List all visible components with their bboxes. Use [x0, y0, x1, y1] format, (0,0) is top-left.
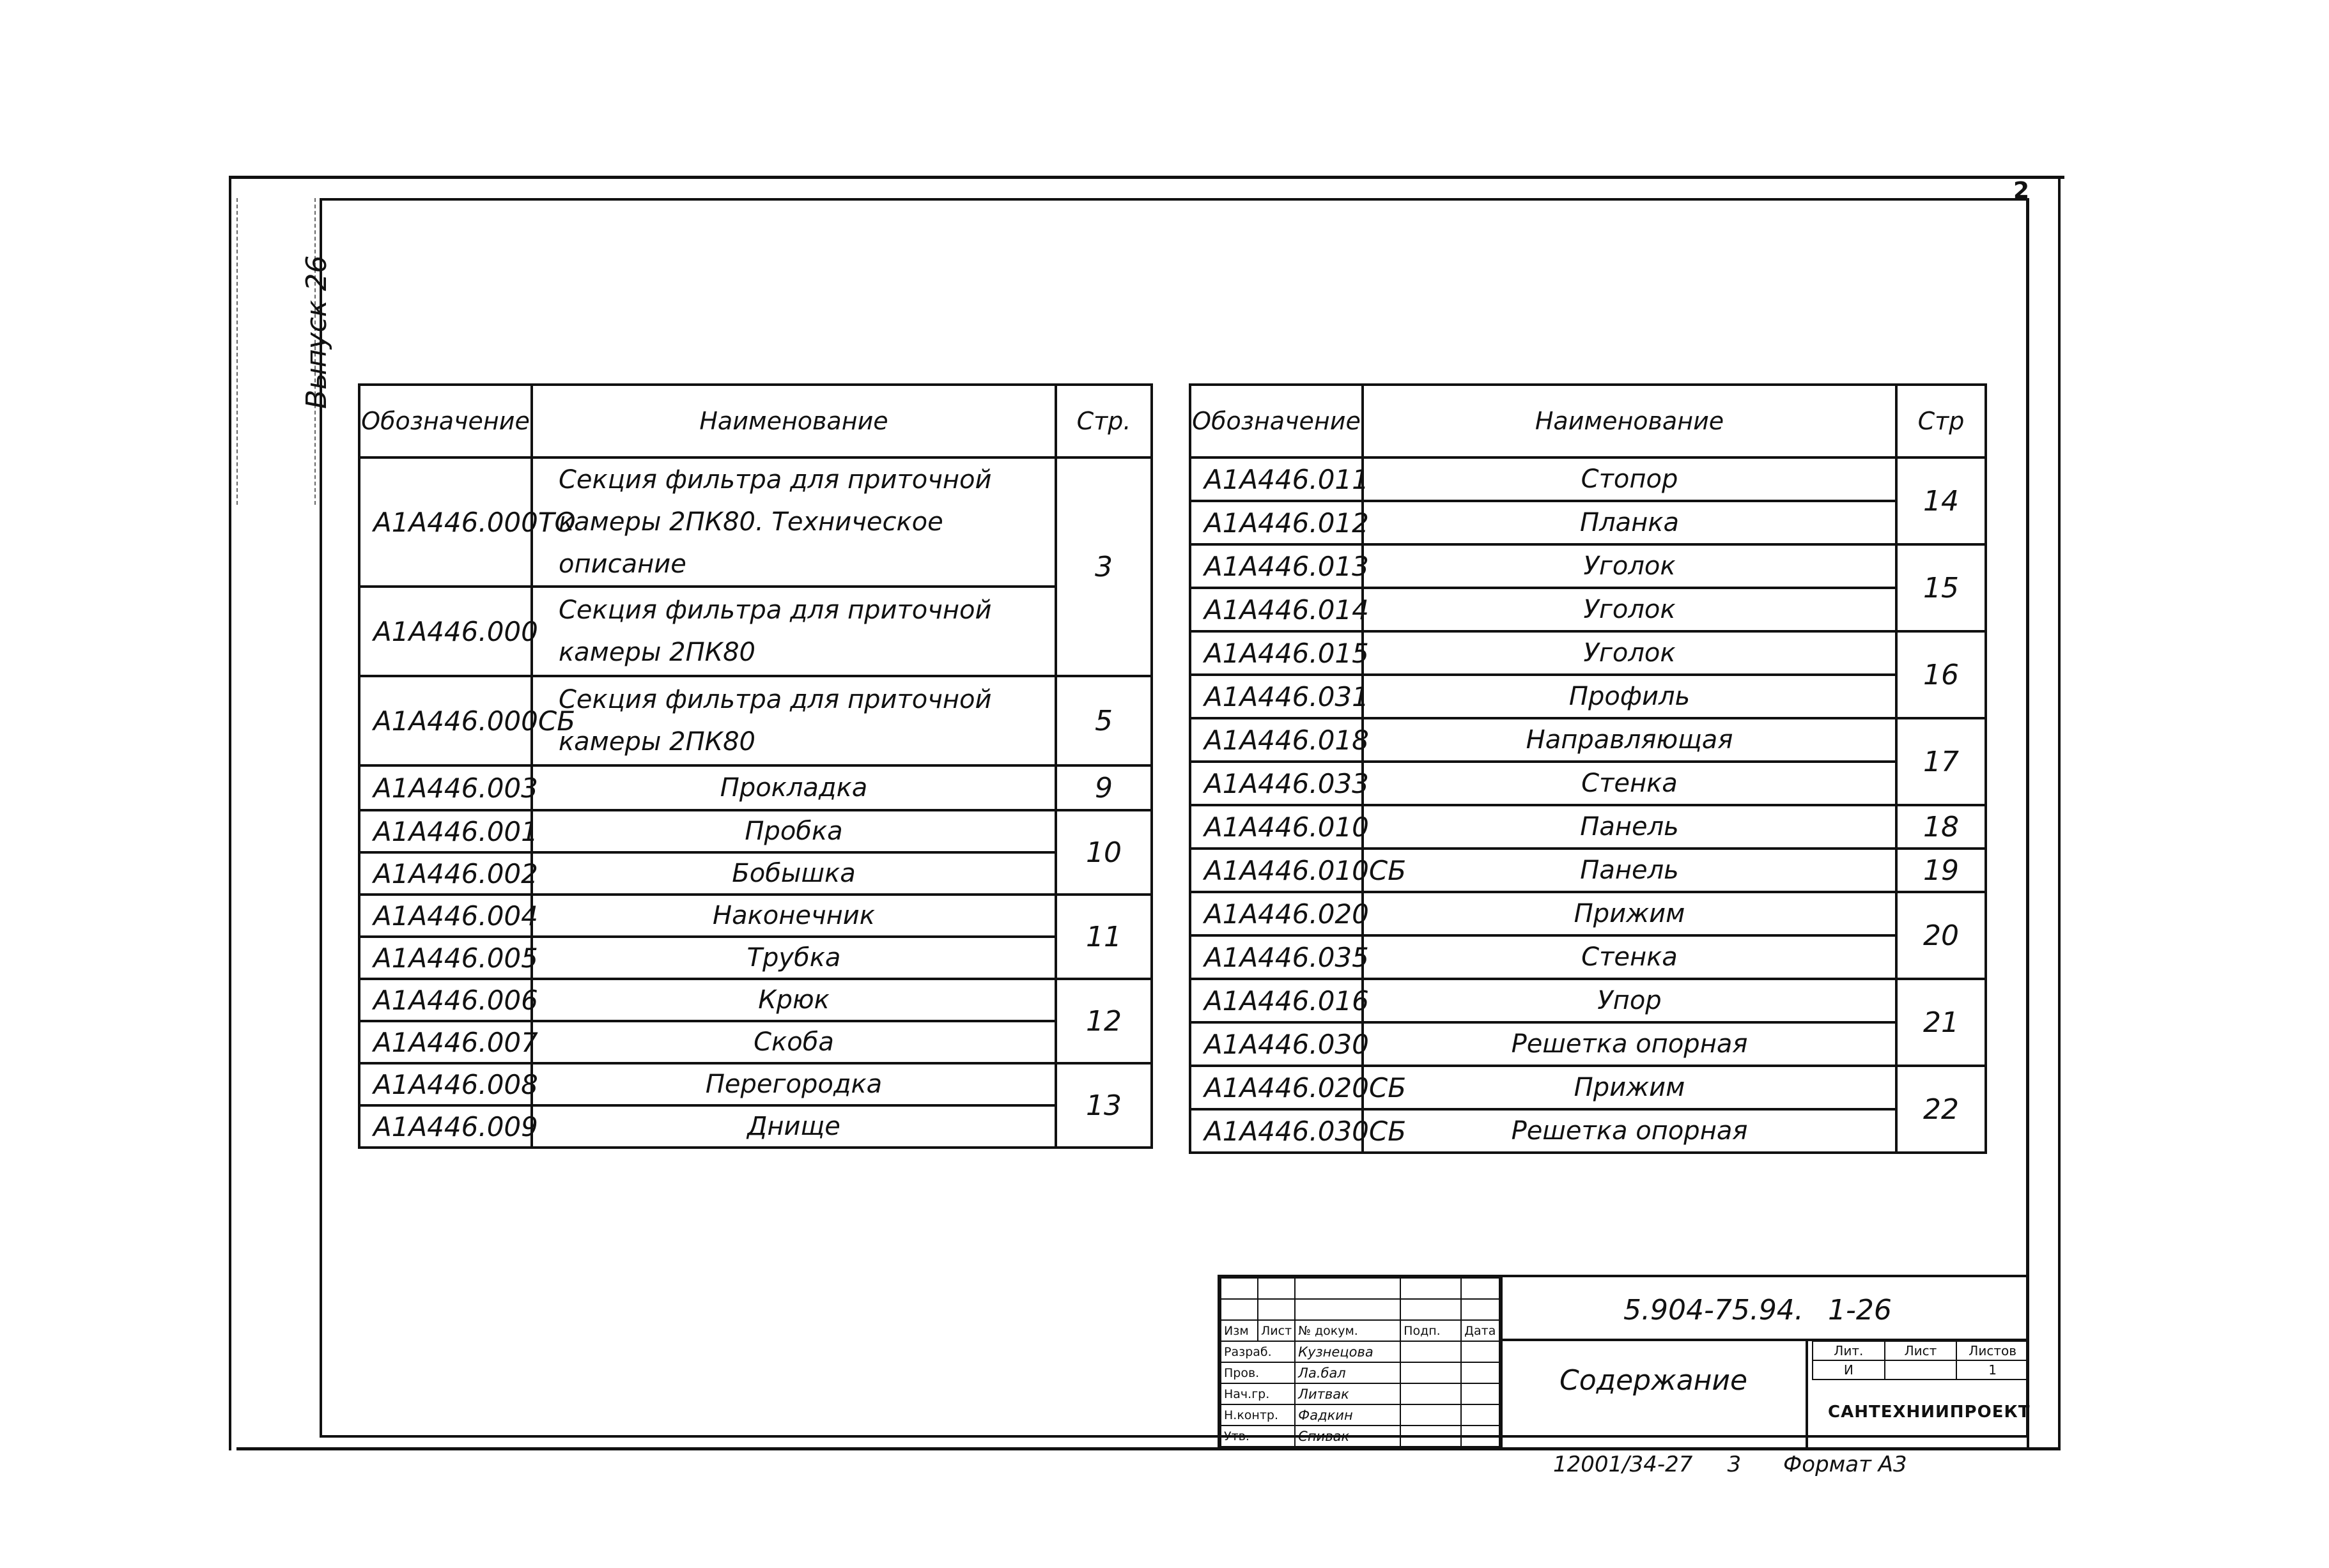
table-row [1190, 979, 1986, 1022]
page-cell: 22 [1896, 1066, 1986, 1153]
document-title: Содержание [1559, 1364, 1748, 1397]
table-row [1190, 1022, 1986, 1066]
stamp-role: Разраб. [1221, 1341, 1295, 1362]
designation-cell: А1А446.011 [1190, 457, 1363, 501]
page-cell: 3 [1056, 457, 1152, 676]
designation-cell: А1А446.001 [359, 810, 532, 852]
table-row [1190, 457, 1986, 501]
stamp-header: Дата [1461, 1320, 1502, 1341]
name-cell: Планка [1363, 501, 1896, 544]
page-cell: 18 [1896, 805, 1986, 849]
page-cell: 17 [1896, 718, 1986, 805]
page-cell: 16 [1896, 631, 1986, 718]
table-row [359, 457, 1152, 587]
name-header: Наименование [532, 385, 1056, 457]
stamp-header: Лист [1258, 1320, 1295, 1341]
name-cell: Решетка опорная [1363, 1022, 1896, 1066]
page-header: Стр [1896, 385, 1986, 457]
name-cell: Уголок [1363, 588, 1896, 631]
name-cell: Бобышка [532, 852, 1056, 895]
inventory-value: 12001/34-27 [1553, 1452, 1693, 1477]
page-cell: 13 [1056, 1063, 1152, 1148]
designation-cell: А1А446.007 [359, 1021, 532, 1063]
letter-sheet-table [1812, 1341, 2029, 1379]
sheet-reference: 1-26 [1828, 1294, 1892, 1326]
stamp-blank-row [1221, 1299, 1502, 1320]
designation-cell: А1А446.018 [1190, 718, 1363, 762]
designation-header: Обозначение [359, 385, 532, 457]
table-row [1190, 718, 1986, 762]
designation-cell: А1А446.000СБ [359, 676, 532, 765]
page-cell: 12 [1056, 979, 1152, 1063]
designation-cell: А1А446.013 [1190, 544, 1363, 588]
contents-table-right [1189, 383, 1987, 1154]
frame-left-line [229, 176, 231, 1450]
designation-cell: А1А446.006 [359, 979, 532, 1021]
table-row [1190, 631, 1986, 675]
designation-cell: А1А446.002 [359, 852, 532, 895]
page-cell: 20 [1896, 892, 1986, 979]
page-cell: 5 [1056, 676, 1152, 765]
table-row [1190, 935, 1986, 979]
table-row [1190, 849, 1986, 892]
designation-cell: А1А446.015 [1190, 631, 1363, 675]
name-cell: Панель [1363, 849, 1896, 892]
page-cell: 15 [1896, 544, 1986, 631]
lit-header: Листов [1956, 1341, 2029, 1360]
lit-value-row [1813, 1360, 2029, 1380]
copy-number: 3 [1727, 1452, 1742, 1477]
table-row [359, 979, 1152, 1021]
table-row [359, 895, 1152, 937]
designation-cell: А1А446.020 [1190, 892, 1363, 935]
organization-name: САНТЕХНИИПРОЕКТ [1828, 1403, 2031, 1422]
page-cell: 10 [1056, 810, 1152, 895]
stamp-header: № докум. [1295, 1320, 1400, 1341]
page-cell: 11 [1056, 895, 1152, 979]
table-row [359, 810, 1152, 852]
stamp-blank-row [1221, 1278, 1502, 1299]
stamp-role: Нач.гр. [1221, 1383, 1295, 1404]
table-row [359, 1063, 1152, 1105]
name-cell: Стопор [1363, 457, 1896, 501]
designation-header: Обозначение [1190, 385, 1363, 457]
table-row [1190, 544, 1986, 588]
stamp-person: Фадкин [1295, 1404, 1400, 1426]
stamp-role-row [1221, 1383, 1502, 1404]
table-header-row [1190, 385, 1986, 457]
stamp-person: Ла.бал [1295, 1362, 1400, 1383]
name-cell: Перегородка [532, 1063, 1056, 1105]
designation-cell: А1А446.030СБ [1190, 1109, 1363, 1153]
table-row [1190, 762, 1986, 805]
table-row [1190, 1109, 1986, 1153]
lit-header-row [1813, 1341, 2029, 1360]
designation-cell: А1А446.014 [1190, 588, 1363, 631]
designation-cell: А1А446.009 [359, 1105, 532, 1148]
name-cell: Уголок [1363, 631, 1896, 675]
inventory-number [1553, 1452, 1741, 1477]
name-cell: Секция фильтра для приточной камеры 2ПК80 [532, 587, 1056, 676]
name-cell: Уголок [1363, 544, 1896, 588]
name-cell: Скоба [532, 1021, 1056, 1063]
name-cell: Направляющая [1363, 718, 1896, 762]
designation-cell: А1А446.000 [359, 587, 532, 676]
table-row [1190, 588, 1986, 631]
designation-cell: А1А446.035 [1190, 935, 1363, 979]
lit-value: И [1813, 1360, 1885, 1380]
name-cell: Прижим [1363, 892, 1896, 935]
name-cell: Решетка опорная [1363, 1109, 1896, 1153]
designation-cell: А1А446.005 [359, 937, 532, 979]
name-cell: Стенка [1363, 935, 1896, 979]
lit-header: Лист [1885, 1341, 1957, 1360]
format-label: Формат А3 [1783, 1452, 1907, 1477]
stamp-person: Спивак [1295, 1426, 1400, 1447]
stamp-header: Подп. [1400, 1320, 1461, 1341]
frame-top-line [230, 176, 2064, 179]
name-cell: Крюк [532, 979, 1056, 1021]
page-header: Стр. [1056, 385, 1152, 457]
designation-cell: А1А446.000ТО [359, 457, 532, 587]
name-header: Наименование [1363, 385, 1896, 457]
stamp-role-row [1221, 1341, 1502, 1362]
designation-cell: А1А446.003 [359, 765, 532, 810]
stamp-role-row [1221, 1362, 1502, 1383]
name-cell: Днище [532, 1105, 1056, 1148]
stamp-person: Литвак [1295, 1383, 1400, 1404]
frame-right-line [2058, 176, 2061, 1450]
lit-value: 1 [1956, 1360, 2029, 1380]
table-row [1190, 1066, 1986, 1109]
name-cell: Прокладка [532, 765, 1056, 810]
table-row [359, 1021, 1152, 1063]
lit-value [1885, 1360, 1957, 1380]
table-row [359, 587, 1152, 676]
table-row [359, 937, 1152, 979]
designation-cell: А1А446.008 [359, 1063, 532, 1105]
designation-cell: А1А446.004 [359, 895, 532, 937]
contents-table-left [358, 383, 1153, 1149]
name-cell: Прижим [1363, 1066, 1896, 1109]
page-cell: 14 [1896, 457, 1986, 544]
designation-cell: А1А446.033 [1190, 762, 1363, 805]
name-cell: Пробка [532, 810, 1056, 852]
stamp-role: Н.контр. [1221, 1404, 1295, 1426]
page-cell: 9 [1056, 765, 1152, 810]
name-cell: Наконечник [532, 895, 1056, 937]
table-row [1190, 501, 1986, 544]
designation-cell: А1А446.016 [1190, 979, 1363, 1022]
issue-label: Выпуск 26 [300, 255, 333, 409]
document-code: 5.904-75.94. [1623, 1294, 1804, 1326]
designation-cell: А1А446.020СБ [1190, 1066, 1363, 1109]
table-row [1190, 675, 1986, 718]
lit-table [1812, 1341, 2029, 1380]
table-row [359, 1105, 1152, 1148]
lit-header: Лит. [1813, 1341, 1885, 1360]
designation-cell: А1А446.030 [1190, 1022, 1363, 1066]
table-row [359, 765, 1152, 810]
sheet-number: 2 [2013, 178, 2030, 204]
stamp-role: Пров. [1221, 1362, 1295, 1383]
stamp-person: Кузнецова [1295, 1341, 1400, 1362]
name-cell: Панель [1363, 805, 1896, 849]
name-cell: Секция фильтра для приточной камеры 2ПК80 [532, 676, 1056, 765]
name-cell: Трубка [532, 937, 1056, 979]
page-cell: 19 [1896, 849, 1986, 892]
stamp-role-row [1221, 1404, 1502, 1426]
stamp-header: Изм [1221, 1320, 1258, 1341]
stamp-role-row [1221, 1426, 1502, 1447]
table-row [359, 676, 1152, 765]
name-cell: Профиль [1363, 675, 1896, 718]
designation-cell: А1А446.010СБ [1190, 849, 1363, 892]
designation-cell: А1А446.012 [1190, 501, 1363, 544]
table-header-row [359, 385, 1152, 457]
name-cell: Стенка [1363, 762, 1896, 805]
page-cell: 21 [1896, 979, 1986, 1066]
table-row [359, 852, 1152, 895]
designation-cell: А1А446.031 [1190, 675, 1363, 718]
title-block-divider [1499, 1275, 1501, 1450]
title-block-divider [1806, 1339, 1808, 1450]
name-cell: Упор [1363, 979, 1896, 1022]
table-row [1190, 805, 1986, 849]
stamp-role: Утв. [1221, 1426, 1295, 1447]
stamp-header-row [1221, 1320, 1502, 1341]
designation-cell: А1А446.010 [1190, 805, 1363, 849]
name-cell: Секция фильтра для приточной камеры 2ПК80. Техническое описание [532, 457, 1056, 587]
table-row [1190, 892, 1986, 935]
signature-table [1220, 1277, 1503, 1447]
